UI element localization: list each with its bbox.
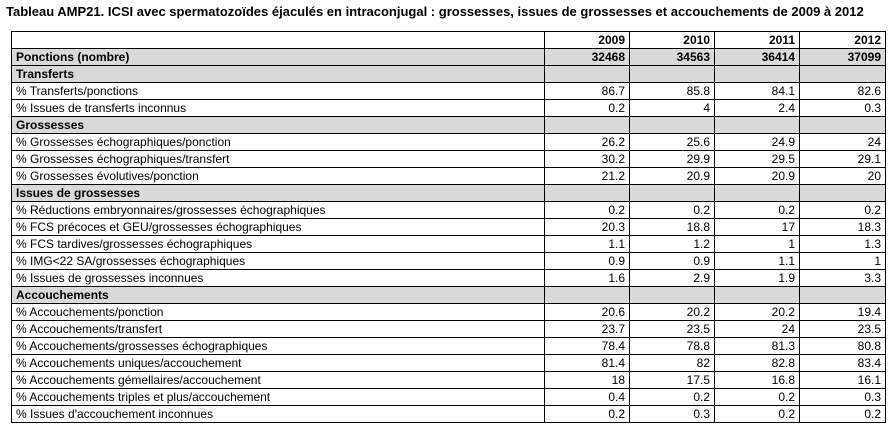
ponctions-value: 32468: [545, 49, 630, 66]
section-empty-cell: [715, 185, 800, 202]
section-title: Transferts: [12, 66, 545, 83]
row-value: 81.3: [715, 338, 800, 355]
row-value: 83.4: [800, 355, 886, 372]
year-header: 2012: [800, 32, 886, 49]
row-value: 0.3: [800, 389, 886, 406]
row-value: 2.9: [630, 270, 715, 287]
row-value: 0.4: [545, 389, 630, 406]
row-value: 23.5: [800, 321, 886, 338]
row-value: 1.6: [545, 270, 630, 287]
row-value: 2.4: [715, 100, 800, 117]
section-title: Accouchements: [12, 287, 545, 304]
section-title: Grossesses: [12, 117, 545, 134]
section-empty-cell: [545, 185, 630, 202]
row-value: 0.2: [545, 406, 630, 423]
table-row: [12, 202, 886, 219]
row-value: 0.2: [545, 100, 630, 117]
row-value: 29.1: [800, 151, 886, 168]
row-value: 0.2: [800, 202, 886, 219]
table-row: [12, 304, 886, 321]
section-empty-cell: [630, 117, 715, 134]
section-row: [12, 185, 886, 202]
row-label: % Accouchements uniques/accouchement: [12, 355, 545, 372]
row-label: % Issues d'accouchement inconnues: [12, 406, 545, 423]
table-row: [12, 83, 886, 100]
row-value: 1.1: [715, 253, 800, 270]
row-value: 19.4: [800, 304, 886, 321]
section-empty-cell: [715, 117, 800, 134]
row-value: 3.3: [800, 270, 886, 287]
row-value: 17.5: [630, 372, 715, 389]
row-value: 0.2: [630, 202, 715, 219]
row-value: 0.9: [630, 253, 715, 270]
section-empty-cell: [545, 66, 630, 83]
section-empty-cell: [630, 287, 715, 304]
row-value: 82.6: [800, 83, 886, 100]
row-value: 20: [800, 168, 886, 185]
row-label: % Accouchements/grossesses échographiques: [12, 338, 545, 355]
table-row: [12, 389, 886, 406]
row-value: 1: [715, 236, 800, 253]
table-row: [12, 270, 886, 287]
ponctions-value: 36414: [715, 49, 800, 66]
row-value: 26.2: [545, 134, 630, 151]
row-value: 25.6: [630, 134, 715, 151]
row-value: 78.4: [545, 338, 630, 355]
row-value: 80.8: [800, 338, 886, 355]
table-row: [12, 236, 886, 253]
row-value: 1: [800, 253, 886, 270]
section-empty-cell: [630, 66, 715, 83]
year-header: 2009: [545, 32, 630, 49]
table-row: [12, 372, 886, 389]
row-value: 20.9: [630, 168, 715, 185]
row-value: 18.3: [800, 219, 886, 236]
header-label-cell: [12, 32, 545, 49]
row-value: 0.9: [545, 253, 630, 270]
row-value: 84.1: [715, 83, 800, 100]
section-row: [12, 287, 886, 304]
row-label: % Réductions embryonnaires/grossesses échographiques: [12, 202, 545, 219]
row-value: 18: [545, 372, 630, 389]
row-value: 1.2: [630, 236, 715, 253]
row-label: % Issues de grossesses inconnues: [12, 270, 545, 287]
row-value: 23.5: [630, 321, 715, 338]
row-value: 86.7: [545, 83, 630, 100]
row-label: % FCS précoces et GEU/grossesses échographiques: [12, 219, 545, 236]
row-label: % Grossesses évolutives/ponction: [12, 168, 545, 185]
data-table: [11, 31, 886, 423]
row-value: 20.2: [715, 304, 800, 321]
row-value: 0.2: [545, 202, 630, 219]
ponctions-row: [12, 49, 886, 66]
row-value: 17: [715, 219, 800, 236]
table-row: [12, 219, 886, 236]
section-empty-cell: [800, 287, 886, 304]
table-row: [12, 168, 886, 185]
table-row: [12, 134, 886, 151]
row-value: 4: [630, 100, 715, 117]
row-label: % Accouchements triples et plus/accouchement: [12, 389, 545, 406]
row-label: % Issues de transferts inconnus: [12, 100, 545, 117]
row-value: 29.5: [715, 151, 800, 168]
table-row: [12, 355, 886, 372]
row-label: % Accouchements gémellaires/accouchement: [12, 372, 545, 389]
row-value: 0.2: [715, 202, 800, 219]
row-value: 0.2: [630, 389, 715, 406]
table-row: [12, 151, 886, 168]
table-row: [12, 406, 886, 423]
table-body: [12, 32, 886, 423]
section-empty-cell: [545, 117, 630, 134]
section-row: [12, 66, 886, 83]
row-value: 1.9: [715, 270, 800, 287]
section-empty-cell: [630, 185, 715, 202]
row-value: 0.3: [800, 100, 886, 117]
row-value: 82.8: [715, 355, 800, 372]
section-empty-cell: [800, 185, 886, 202]
ponctions-value: 34563: [630, 49, 715, 66]
row-value: 21.2: [545, 168, 630, 185]
row-value: 81.4: [545, 355, 630, 372]
row-value: 0.2: [800, 406, 886, 423]
row-label: % Accouchements/transfert: [12, 321, 545, 338]
row-value: 20.3: [545, 219, 630, 236]
row-value: 0.2: [715, 389, 800, 406]
row-value: 16.8: [715, 372, 800, 389]
row-value: 78.8: [630, 338, 715, 355]
row-value: 24: [800, 134, 886, 151]
row-label: % Accouchements/ponction: [12, 304, 545, 321]
section-title: Issues de grossesses: [12, 185, 545, 202]
row-label: % Grossesses échographiques/transfert: [12, 151, 545, 168]
row-value: 20.2: [630, 304, 715, 321]
row-value: 23.7: [545, 321, 630, 338]
row-value: 24.9: [715, 134, 800, 151]
section-empty-cell: [800, 117, 886, 134]
row-value: 0.2: [715, 406, 800, 423]
year-header: 2011: [715, 32, 800, 49]
section-empty-cell: [800, 66, 886, 83]
row-label: % IMG<22 SA/grossesses échographiques: [12, 253, 545, 270]
row-value: 24: [715, 321, 800, 338]
row-value: 18.8: [630, 219, 715, 236]
row-value: 30.2: [545, 151, 630, 168]
section-empty-cell: [545, 287, 630, 304]
table-row: [12, 100, 886, 117]
table-row: [12, 338, 886, 355]
table-title: Tableau AMP21. ICSI avec spermatozoïdes éjaculés en intraconjugal : grossesses, issues de grossesses et accouchements de 2009 à 2012: [6, 4, 864, 19]
row-value: 82: [630, 355, 715, 372]
row-label: % Transferts/ponctions: [12, 83, 545, 100]
table-row: [12, 321, 886, 338]
row-value: 20.6: [545, 304, 630, 321]
section-empty-cell: [715, 287, 800, 304]
table-row: [12, 253, 886, 270]
row-value: 85.8: [630, 83, 715, 100]
row-label: Ponctions (nombre): [12, 49, 545, 66]
row-value: 20.9: [715, 168, 800, 185]
header-row: [12, 32, 886, 49]
section-row: [12, 117, 886, 134]
section-empty-cell: [715, 66, 800, 83]
row-value: 29.9: [630, 151, 715, 168]
row-label: % Grossesses échographiques/ponction: [12, 134, 545, 151]
row-value: 0.3: [630, 406, 715, 423]
ponctions-value: 37099: [800, 49, 886, 66]
row-value: 1.1: [545, 236, 630, 253]
row-label: % FCS tardives/grossesses échographiques: [12, 236, 545, 253]
row-value: 1.3: [800, 236, 886, 253]
year-header: 2010: [630, 32, 715, 49]
row-value: 16.1: [800, 372, 886, 389]
